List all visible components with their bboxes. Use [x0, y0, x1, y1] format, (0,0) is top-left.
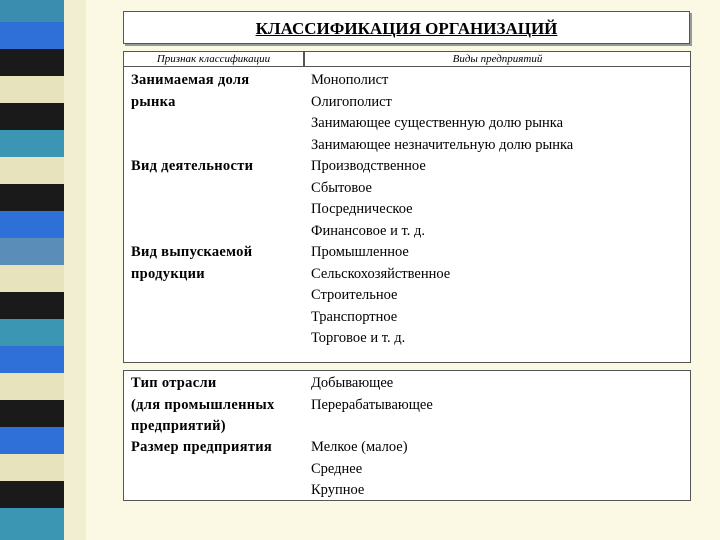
criterion-line: предприятий)	[131, 418, 226, 435]
type-line: Промышленное	[311, 244, 409, 260]
type-line: Монополист	[311, 72, 389, 88]
types-industry	[311, 373, 433, 416]
type-line: Добывающее	[311, 375, 394, 391]
decorative-stripe-column	[0, 0, 64, 540]
types-market-share	[311, 70, 573, 156]
type-line: Производственное	[311, 158, 426, 174]
criterion-line: Размер предприятия	[131, 439, 273, 455]
types-size	[311, 437, 408, 502]
type-line: Сельскохозяйственное	[311, 265, 451, 282]
criterion-activity	[131, 156, 253, 178]
classification-table-1	[123, 66, 691, 363]
type-line: Сбытовое	[311, 179, 372, 196]
criterion-industry	[131, 373, 275, 438]
type-line: Посредническое	[311, 201, 413, 218]
header-criterion	[123, 51, 304, 67]
types-product	[311, 242, 450, 350]
type-line: Торговое и т. д.	[311, 330, 406, 347]
type-line: Мелкое (малое)	[311, 439, 408, 455]
criterion-line: (для промышленных	[131, 396, 275, 413]
type-line: Олигополист	[311, 93, 392, 110]
page-title: КЛАССИФИКАЦИЯ ОРГАНИЗАЦИЙ	[255, 19, 558, 38]
types-activity	[311, 156, 426, 242]
type-line: Занимающее незначительную долю рынка	[311, 136, 574, 153]
type-line: Финансовое и т. д.	[311, 222, 425, 239]
type-line: Среднее	[311, 460, 363, 477]
type-line: Строительное	[311, 287, 398, 304]
type-line: Крупное	[311, 482, 365, 499]
criterion-line: продукции	[131, 265, 205, 282]
title-box	[123, 11, 690, 44]
type-line: Занимающее существенную долю рынка	[311, 115, 564, 132]
classification-table-2	[123, 370, 691, 501]
criterion-line: рынка	[131, 93, 176, 110]
header-types	[304, 51, 691, 67]
criterion-line: Тип отрасли	[131, 375, 217, 391]
criterion-line: Вид выпускаемой	[131, 244, 253, 260]
side-rail	[64, 0, 86, 540]
criterion-product	[131, 242, 252, 285]
header-criterion-label: Признак классификации	[156, 53, 271, 65]
criterion-line: Занимаемая доля	[131, 72, 250, 88]
criterion-size	[131, 437, 272, 459]
type-line: Перерабатывающее	[311, 396, 433, 413]
criterion-line: Вид деятельности	[131, 158, 254, 174]
criterion-market-share	[131, 70, 249, 113]
header-types-label: Виды предприятий	[452, 53, 543, 65]
type-line: Транспортное	[311, 308, 398, 325]
